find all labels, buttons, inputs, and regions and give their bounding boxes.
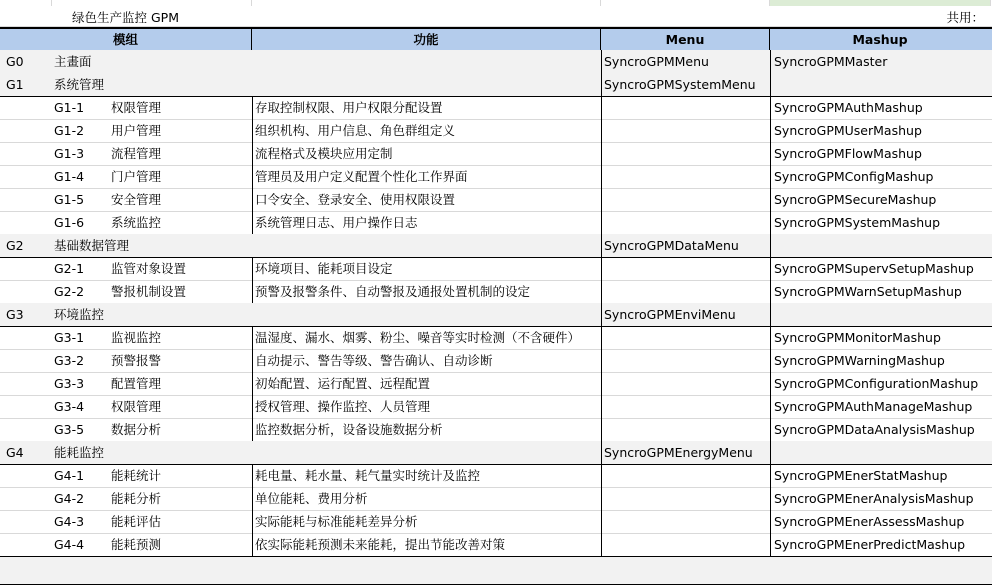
group-name: 环境监控 [54, 307, 105, 322]
mashup-cell: SyncroGPMAuthManageMashup [774, 399, 973, 414]
column-divider [601, 533, 602, 556]
column-divider [770, 418, 771, 441]
item-code: G1-3 [54, 146, 85, 161]
item-function: 预警及报警条件、自动警报及通报处置机制的设定 [255, 284, 531, 299]
item-function: 系统管理日志、用户操作日志 [255, 215, 418, 230]
table-row[interactable] [0, 280, 992, 304]
column-divider [770, 165, 771, 188]
item-function: 自动提示、警告等级、警告确认、自动诊断 [255, 353, 493, 368]
column-divider [252, 326, 253, 349]
column-divider [252, 464, 253, 487]
column-divider [770, 188, 771, 211]
table-row[interactable] [0, 510, 992, 534]
menu-cell [604, 372, 769, 395]
column-divider [252, 257, 253, 280]
menu-cell [604, 280, 769, 303]
header-mashup[interactable]: Mashup [852, 32, 908, 47]
menu-cell [604, 487, 769, 510]
item-code: G3-1 [54, 330, 85, 345]
item-name: 警报机制设置 [111, 284, 187, 299]
column-divider [770, 257, 771, 280]
menu-cell [604, 326, 769, 349]
column-divider [601, 510, 602, 533]
item-name: 安全管理 [111, 192, 162, 207]
group-row[interactable] [0, 441, 992, 465]
column-divider [252, 510, 253, 533]
mashup-cell: SyncroGPMAuthMashup [774, 100, 923, 115]
column-divider [601, 326, 602, 349]
item-code: G1-1 [54, 100, 85, 115]
menu-cell [604, 418, 769, 441]
item-name: 能耗评估 [111, 514, 162, 529]
group-code: G4 [6, 445, 24, 460]
item-code: G3-4 [54, 399, 85, 414]
column-divider [252, 96, 253, 119]
menu-cell: SyncroGPMMenu [604, 54, 709, 69]
table-header [0, 27, 992, 52]
column-divider [770, 50, 771, 73]
mashup-cell [774, 441, 990, 464]
group-row[interactable] [0, 303, 992, 327]
menu-cell: SyncroGPMDataMenu [604, 238, 739, 253]
group-code: G3 [6, 307, 24, 322]
menu-cell [604, 142, 769, 165]
group-code: G1 [6, 77, 24, 92]
sheet-title: 绿色生产监控 GPM [72, 10, 179, 25]
item-code: G3-3 [54, 376, 85, 391]
item-function: 流程格式及模块应用定制 [255, 146, 393, 161]
group-row[interactable] [0, 234, 992, 258]
title-row[interactable] [0, 6, 992, 27]
header-menu[interactable]: Menu [601, 29, 770, 51]
item-name: 权限管理 [111, 100, 162, 115]
column-divider [770, 441, 771, 464]
column-divider [770, 142, 771, 165]
mashup-cell [774, 234, 990, 257]
item-function: 温湿度、漏水、烟雾、粉尘、噪音等实时检测（不含硬件） [255, 330, 581, 345]
column-divider [770, 349, 771, 372]
column-divider [601, 119, 602, 142]
table-row[interactable] [0, 119, 992, 143]
column-divider [601, 73, 602, 96]
item-code: G4-3 [54, 514, 85, 529]
item-name: 系统监控 [111, 215, 162, 230]
column-divider [601, 303, 602, 326]
mashup-cell: SyncroGPMMonitorMashup [774, 330, 941, 345]
group-code: G2 [6, 238, 24, 253]
column-divider [601, 96, 602, 119]
mashup-cell: SyncroGPMSystemMashup [774, 215, 940, 230]
column-divider [601, 441, 602, 464]
column-divider [601, 165, 602, 188]
item-function: 管理员及用户定义配置个性化工作界面 [255, 169, 468, 184]
mashup-cell: SyncroGPMEnerAnalysisMashup [774, 491, 974, 506]
group-code: G0 [6, 54, 24, 69]
column-divider [770, 510, 771, 533]
column-divider [601, 211, 602, 234]
table-row[interactable] [0, 96, 992, 120]
column-divider [252, 280, 253, 303]
column-divider [770, 234, 771, 257]
item-function: 实际能耗与标准能耗差异分析 [255, 514, 418, 529]
column-divider [770, 326, 771, 349]
item-code: G3-2 [54, 353, 85, 368]
table-row[interactable] [0, 418, 992, 442]
item-function: 初始配置、运行配置、远程配置 [255, 376, 431, 391]
item-name: 能耗分析 [111, 491, 162, 506]
mashup-cell [774, 303, 990, 326]
item-name: 流程管理 [111, 146, 162, 161]
column-divider [252, 142, 253, 165]
item-function: 口令安全、登录安全、使用权限设置 [255, 192, 456, 207]
menu-cell [604, 119, 769, 142]
item-function: 依实际能耗预测未来能耗，提出节能改善对策 [255, 537, 506, 552]
column-divider [770, 464, 771, 487]
menu-cell [604, 188, 769, 211]
column-divider [770, 73, 771, 96]
column-divider [770, 211, 771, 234]
table-footer-row[interactable] [0, 556, 992, 585]
menu-cell [604, 165, 769, 188]
menu-cell: SyncroGPMEnviMenu [604, 307, 736, 322]
table-row[interactable] [0, 464, 992, 488]
column-divider [252, 349, 253, 372]
column-divider [770, 395, 771, 418]
mashup-cell: SyncroGPMWarnSetupMashup [774, 284, 962, 299]
item-function: 组织机构、用户信息、角色群组定义 [255, 123, 456, 138]
table-row[interactable] [0, 349, 992, 373]
item-code: G1-5 [54, 192, 85, 207]
column-divider [601, 188, 602, 211]
item-code: G2-1 [54, 261, 85, 276]
mashup-cell: SyncroGPMUserMashup [774, 123, 922, 138]
menu-cell [604, 257, 769, 280]
column-divider [252, 211, 253, 234]
item-name: 门户管理 [111, 169, 162, 184]
menu-cell [604, 464, 769, 487]
column-divider [252, 395, 253, 418]
item-name: 能耗统计 [111, 468, 162, 483]
group-name: 主畫面 [54, 54, 92, 69]
mashup-cell: SyncroGPMEnerStatMashup [774, 468, 948, 483]
column-divider [252, 119, 253, 142]
table-row[interactable] [0, 395, 992, 419]
column-divider [601, 349, 602, 372]
item-name: 配置管理 [111, 376, 162, 391]
menu-cell: SyncroGPMSystemMenu [604, 77, 756, 92]
item-function: 环境项目、能耗项目设定 [255, 261, 393, 276]
column-divider [770, 303, 771, 326]
item-code: G4-4 [54, 537, 85, 552]
mashup-cell [774, 73, 990, 96]
group-name: 能耗监控 [54, 445, 105, 460]
column-divider [770, 372, 771, 395]
table-row[interactable] [0, 487, 992, 511]
menu-cell [604, 96, 769, 119]
column-divider [770, 533, 771, 556]
item-name: 预警报警 [111, 353, 162, 368]
menu-cell [604, 395, 769, 418]
menu-cell: SyncroGPMEnergyMenu [604, 445, 753, 460]
table-row[interactable] [0, 372, 992, 396]
column-divider [601, 418, 602, 441]
item-name: 监视监控 [111, 330, 162, 345]
mashup-cell: SyncroGPMMaster [774, 54, 888, 69]
item-code: G3-5 [54, 422, 85, 437]
table-row[interactable] [0, 326, 992, 350]
column-divider [770, 487, 771, 510]
mashup-cell: SyncroGPMConfigMashup [774, 169, 934, 184]
item-function: 单位能耗、费用分析 [255, 491, 368, 506]
item-function: 监控数据分析，设备设施数据分析 [255, 422, 443, 437]
mashup-cell: SyncroGPMSupervSetupMashup [774, 261, 974, 276]
item-name: 数据分析 [111, 422, 162, 437]
item-code: G1-6 [54, 215, 85, 230]
mashup-cell: SyncroGPMEnerPredictMashup [774, 537, 966, 552]
column-divider [601, 487, 602, 510]
item-function: 存取控制权限、用户权限分配设置 [255, 100, 443, 115]
menu-cell [604, 533, 769, 556]
group-row[interactable] [0, 50, 992, 74]
item-name: 能耗预测 [111, 537, 162, 552]
table-row[interactable] [0, 533, 992, 557]
column-divider [252, 533, 253, 556]
item-name: 权限管理 [111, 399, 162, 414]
column-divider [770, 96, 771, 119]
column-divider [252, 165, 253, 188]
column-divider [252, 418, 253, 441]
item-code: G1-2 [54, 123, 85, 138]
column-divider [601, 464, 602, 487]
table-row[interactable] [0, 142, 992, 166]
group-name: 基础数据管理 [54, 238, 130, 253]
item-function: 耗电量、耗水量、耗气量实时统计及监控 [255, 468, 481, 483]
item-code: G4-1 [54, 468, 85, 483]
menu-cell [604, 510, 769, 533]
header-module[interactable]: 模组 [0, 29, 252, 51]
item-code: G1-4 [54, 169, 85, 184]
menu-cell [604, 211, 769, 234]
column-divider [601, 142, 602, 165]
column-divider [601, 234, 602, 257]
column-divider [252, 487, 253, 510]
mashup-cell: SyncroGPMFlowMashup [774, 146, 922, 161]
group-row[interactable] [0, 73, 992, 97]
column-divider [601, 280, 602, 303]
mashup-cell: SyncroGPMConfigurationMashup [774, 376, 979, 391]
item-function: 授权管理、操作监控、人员管理 [255, 399, 431, 414]
mashup-cell: SyncroGPMDataAnalysisMashup [774, 422, 975, 437]
table-row[interactable] [0, 211, 992, 235]
table-row[interactable] [0, 257, 992, 281]
column-divider [252, 372, 253, 395]
group-name: 系统管理 [54, 77, 105, 92]
table-row[interactable] [0, 188, 992, 212]
table-row[interactable] [0, 165, 992, 189]
item-code: G4-2 [54, 491, 85, 506]
column-divider [252, 188, 253, 211]
item-name: 监管对象设置 [111, 261, 187, 276]
column-divider [601, 257, 602, 280]
header-function[interactable]: 功能 [252, 29, 601, 51]
column-divider [601, 50, 602, 73]
column-divider [770, 119, 771, 142]
item-name: 用户管理 [111, 123, 162, 138]
mashup-cell: SyncroGPMSecureMashup [774, 192, 937, 207]
column-divider [601, 395, 602, 418]
column-divider [601, 372, 602, 395]
mashup-cell: SyncroGPMWarningMashup [774, 353, 945, 368]
item-code: G2-2 [54, 284, 85, 299]
column-divider [770, 280, 771, 303]
shared-label: 共用： [946, 10, 984, 25]
mashup-cell: SyncroGPMEnerAssessMashup [774, 514, 965, 529]
menu-cell [604, 349, 769, 372]
